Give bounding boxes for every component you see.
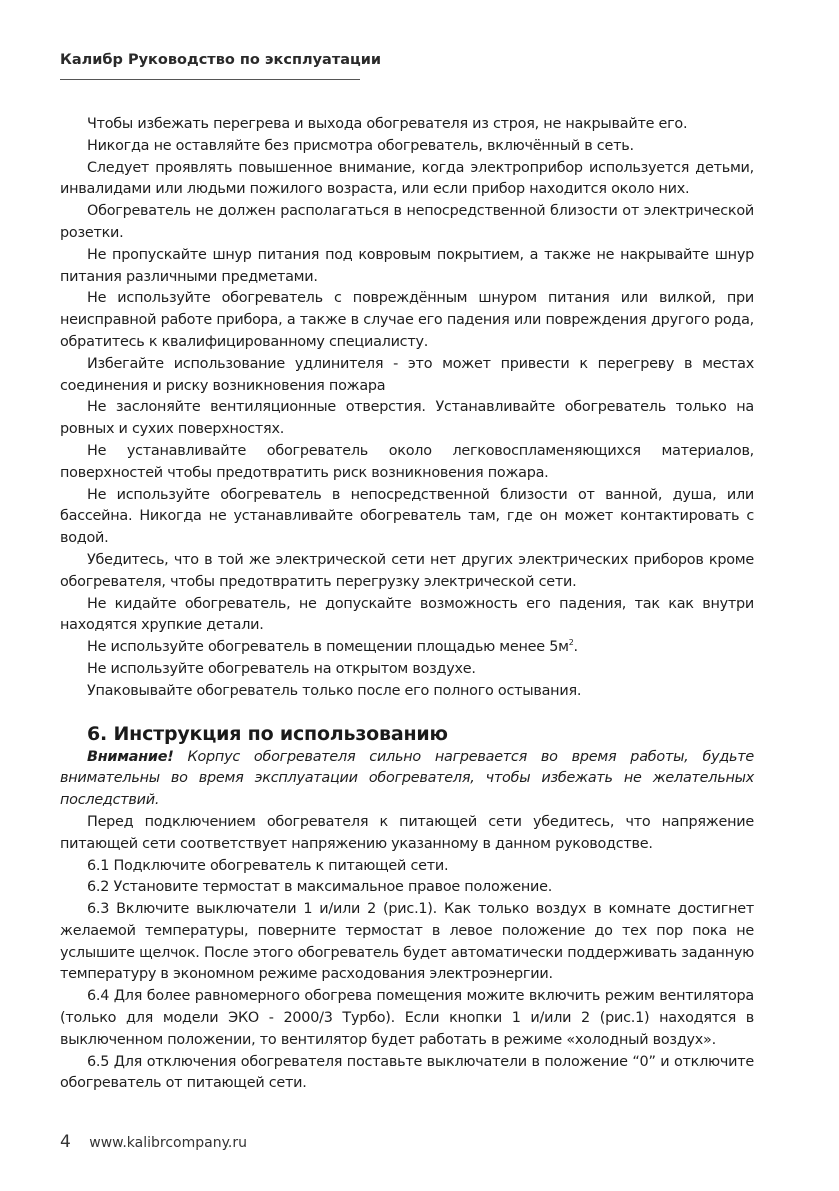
page-number: 4 xyxy=(60,1132,71,1152)
safety-paragraph: Не устанавливайте обогреватель около легковоспламеняющихся материалов, поверхностей чтобы предотвратить риск возникновения пожара. xyxy=(60,442,754,481)
safety-paragraph: Упаковывайте обогреватель только после его полного остывания. xyxy=(87,682,582,699)
safety-paragraph-area xyxy=(60,637,754,659)
instruction-paragraph: Перед подключением обогревателя к питающей сети убедитесь, что напряжение питающей сети соответствует напряжению указанному в данном руководстве. xyxy=(60,813,754,852)
instruction-paragraph: 6.3 Включите выключатели 1 и/или 2 (рис.1). Как только воздух в комнате достигнет желаемой температуры, поверните термостат в левое положение до тех пор пока не услышите щелчок. После этого обогреватель будет автоматически поддерживать заданную температуру в экономном режиме расходования электроэнергии. xyxy=(60,901,754,983)
area-end: . xyxy=(573,639,578,656)
safety-paragraph: Убедитесь, что в той же электрической сети нет других электрических приборов кроме обогревателя, чтобы предотвратить перегрузку электрической сети. xyxy=(60,551,754,590)
section-title: 6. Инструкция по использованию xyxy=(87,722,448,745)
area-text: Не используйте обогреватель в помещении площадью менее 5м xyxy=(87,639,569,656)
safety-paragraph: Обогреватель не должен располагаться в непосредственной близости от электрической розетки. xyxy=(60,203,754,241)
safety-paragraph: Не кидайте обогреватель, не допускайте возможность его падения, так как внутри находятся хрупкие детали. xyxy=(60,595,754,634)
instruction-paragraph: 6.2 Установите термостат в максимальное правое положение. xyxy=(87,879,553,896)
safety-paragraph: Избегайте использование удлинителя - это может привести к перегреву в местах соединения и риску возникновения пожара xyxy=(60,355,754,394)
area-superscript: 2 xyxy=(568,638,574,648)
header-divider xyxy=(60,79,360,80)
safety-paragraph: Следует проявлять повышенное внимание, когда электроприбор используется детьми, инвалидами или людьми пожилого возраста, или если прибор находится около них. xyxy=(60,159,754,198)
page-body xyxy=(60,114,754,1095)
instruction-paragraph: 6.4 Для более равномерного обогрева помещения можите включить режим вентилятора (только для модели ЭКО - 2000/3 Турбо). Если кнопки 1 и/или 2 (рис.1) находятся в выключенном положении, то вентилятор будет работать в режиме «холодный воздух». xyxy=(60,988,754,1048)
warning-paragraph xyxy=(60,747,754,812)
safety-paragraph: Чтобы избежать перегрева и выхода обогревателя из строя, не накрывайте его. xyxy=(87,116,688,132)
safety-paragraph: Не используйте обогреватель на открытом воздухе. xyxy=(87,660,476,677)
safety-paragraph: Не пропускайте шнур питания под ковровым покрытием, а также не накрывайте шнур питания различными предметами. xyxy=(60,246,754,285)
warning-label: Внимание! xyxy=(87,748,174,765)
page-footer xyxy=(60,1132,247,1152)
safety-paragraph: Не заслоняйте вентиляционные отверстия. Устанавливайте обогреватель только на ровных и сухих поверхностях. xyxy=(60,399,754,438)
safety-paragraph: Никогда не оставляйте без присмотра обогреватель, включённый в сеть. xyxy=(87,137,634,154)
safety-paragraph: Не используйте обогреватель в непосредственной близости от ванной, душа, или бассейна. Никогда не устанавливайте обогреватель там, где он может контактировать с водой. xyxy=(60,486,754,547)
warning-text: Корпус обогревателя сильно нагревается во время работы, будьте внимательны во время эксплуатации обогревателя, чтобы избежать не желательных последствий. xyxy=(60,748,754,809)
instruction-paragraph: 6.1 Подключите обогреватель к питающей сети. xyxy=(87,857,449,874)
safety-paragraph: Не используйте обогреватель с повреждённым шнуром питания или вилкой, при неисправной работе прибора, а также в случае его падения или повреждения другого рода, обратитесь к квалифицированному специалисту. xyxy=(60,290,754,350)
instruction-paragraph: 6.5 Для отключения обогревателя поставьте выключатели в положение “0” и отключите обогреватель от питающей сети. xyxy=(60,1053,754,1092)
running-header: Калибр Руководство по эксплуатации xyxy=(60,52,382,68)
website-url: www.kalibrcompany.ru xyxy=(89,1135,247,1151)
